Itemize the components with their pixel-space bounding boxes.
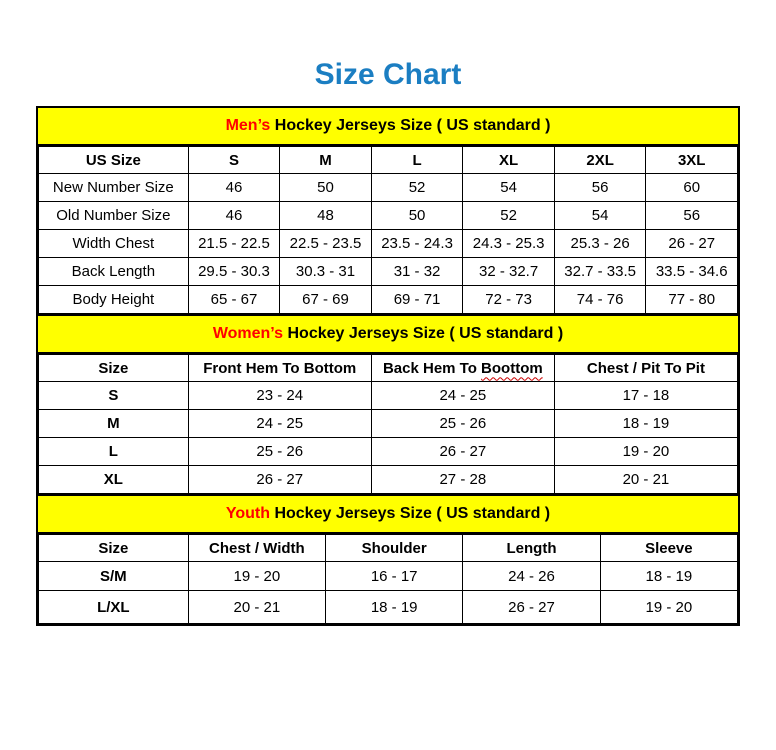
value-cell: 24 - 26 bbox=[463, 562, 600, 591]
value-cell: 65 - 67 bbox=[188, 286, 280, 314]
value-cell: 52 bbox=[371, 174, 463, 202]
value-cell: 60 bbox=[646, 174, 738, 202]
womens-title-text: Hockey Jerseys Size ( US standard ) bbox=[283, 325, 564, 342]
column-header: Chest / Pit To Pit bbox=[554, 355, 737, 382]
value-cell: 32 - 32.7 bbox=[463, 258, 555, 286]
value-cell: 25.3 - 26 bbox=[554, 230, 646, 258]
misspelled-word: Boottom bbox=[481, 359, 543, 377]
row-label: XL bbox=[39, 466, 189, 494]
mens-header-row bbox=[39, 147, 738, 174]
value-cell: 20 - 21 bbox=[554, 466, 737, 494]
mens-size-table bbox=[38, 146, 738, 314]
row-label: L bbox=[39, 438, 189, 466]
value-cell: 69 - 71 bbox=[371, 286, 463, 314]
column-header: S bbox=[188, 147, 280, 174]
row-label: L/XL bbox=[39, 591, 189, 624]
table-row bbox=[39, 202, 738, 230]
value-cell: 26 - 27 bbox=[371, 438, 554, 466]
youth-size-section bbox=[38, 494, 738, 624]
value-cell: 33.5 - 34.6 bbox=[646, 258, 738, 286]
row-label: S/M bbox=[39, 562, 189, 591]
womens-size-section bbox=[38, 314, 738, 494]
table-row bbox=[39, 258, 738, 286]
value-cell: 67 - 69 bbox=[280, 286, 372, 314]
value-cell: 56 bbox=[646, 202, 738, 230]
column-header: Sleeve bbox=[600, 535, 737, 562]
column-header: Chest / Width bbox=[188, 535, 325, 562]
row-label: S bbox=[39, 382, 189, 410]
value-cell: 46 bbox=[188, 202, 280, 230]
value-cell: 48 bbox=[280, 202, 372, 230]
value-cell: 24.3 - 25.3 bbox=[463, 230, 555, 258]
value-cell: 52 bbox=[463, 202, 555, 230]
page-title: Size Chart bbox=[314, 58, 462, 91]
table-row bbox=[39, 466, 738, 494]
mens-table-title bbox=[38, 108, 738, 146]
value-cell: 31 - 32 bbox=[371, 258, 463, 286]
value-cell: 19 - 20 bbox=[554, 438, 737, 466]
table-row bbox=[39, 438, 738, 466]
value-cell: 56 bbox=[554, 174, 646, 202]
column-header: L bbox=[371, 147, 463, 174]
value-cell: 18 - 19 bbox=[554, 410, 737, 438]
value-cell: 16 - 17 bbox=[326, 562, 463, 591]
value-cell: 21.5 - 22.5 bbox=[188, 230, 280, 258]
column-header: Shoulder bbox=[326, 535, 463, 562]
column-header: XL bbox=[463, 147, 555, 174]
womens-accent-label: Women’s bbox=[212, 325, 284, 342]
column-header bbox=[371, 355, 554, 382]
value-cell: 23 - 24 bbox=[188, 382, 371, 410]
youth-table-title bbox=[38, 494, 738, 534]
mens-title-text: Hockey Jerseys Size ( US standard ) bbox=[270, 117, 551, 134]
column-header: Size bbox=[39, 355, 189, 382]
youth-header-row bbox=[39, 535, 738, 562]
youth-size-table bbox=[38, 534, 738, 624]
value-cell: 24 - 25 bbox=[371, 382, 554, 410]
value-cell: 77 - 80 bbox=[646, 286, 738, 314]
value-cell: 27 - 28 bbox=[371, 466, 554, 494]
row-label: M bbox=[39, 410, 189, 438]
table-row bbox=[39, 174, 738, 202]
value-cell: 54 bbox=[463, 174, 555, 202]
table-row bbox=[39, 591, 738, 624]
value-cell: 26 - 27 bbox=[463, 591, 600, 624]
value-cell: 46 bbox=[188, 174, 280, 202]
value-cell: 19 - 20 bbox=[188, 562, 325, 591]
table-row bbox=[39, 382, 738, 410]
value-cell: 74 - 76 bbox=[554, 286, 646, 314]
table-row bbox=[39, 286, 738, 314]
row-label: New Number Size bbox=[39, 174, 189, 202]
value-cell: 18 - 19 bbox=[600, 562, 737, 591]
value-cell: 72 - 73 bbox=[463, 286, 555, 314]
value-cell: 50 bbox=[371, 202, 463, 230]
value-cell: 22.5 - 23.5 bbox=[280, 230, 372, 258]
column-header: M bbox=[280, 147, 372, 174]
column-header: Front Hem To Bottom bbox=[188, 355, 371, 382]
table-row bbox=[39, 562, 738, 591]
value-cell: 30.3 - 31 bbox=[280, 258, 372, 286]
youth-accent-label: Youth bbox=[225, 505, 270, 522]
value-cell: 20 - 21 bbox=[188, 591, 325, 624]
column-header-text: Back Hem To bbox=[382, 359, 482, 377]
value-cell: 17 - 18 bbox=[554, 382, 737, 410]
youth-title-text: Hockey Jerseys Size ( US standard ) bbox=[270, 505, 551, 522]
value-cell: 24 - 25 bbox=[188, 410, 371, 438]
value-cell: 23.5 - 24.3 bbox=[371, 230, 463, 258]
value-cell: 50 bbox=[280, 174, 372, 202]
value-cell: 25 - 26 bbox=[188, 438, 371, 466]
value-cell: 32.7 - 33.5 bbox=[554, 258, 646, 286]
womens-header-row bbox=[39, 355, 738, 382]
table-row bbox=[39, 410, 738, 438]
value-cell: 26 - 27 bbox=[188, 466, 371, 494]
mens-size-section bbox=[38, 108, 738, 314]
row-label: Back Length bbox=[39, 258, 189, 286]
value-cell: 29.5 - 30.3 bbox=[188, 258, 280, 286]
row-label: Width Chest bbox=[39, 230, 189, 258]
column-header: 2XL bbox=[554, 147, 646, 174]
value-cell: 19 - 20 bbox=[600, 591, 737, 624]
column-header: Length bbox=[463, 535, 600, 562]
row-label: Body Height bbox=[39, 286, 189, 314]
womens-size-table bbox=[38, 354, 738, 494]
womens-table-title bbox=[38, 314, 738, 354]
row-label: Old Number Size bbox=[39, 202, 189, 230]
column-header: US Size bbox=[39, 147, 189, 174]
value-cell: 18 - 19 bbox=[326, 591, 463, 624]
column-header: Size bbox=[39, 535, 189, 562]
value-cell: 25 - 26 bbox=[371, 410, 554, 438]
column-header: 3XL bbox=[646, 147, 738, 174]
value-cell: 54 bbox=[554, 202, 646, 230]
value-cell: 26 - 27 bbox=[646, 230, 738, 258]
size-chart bbox=[36, 106, 740, 626]
mens-accent-label: Men’s bbox=[225, 117, 271, 134]
table-row bbox=[39, 230, 738, 258]
